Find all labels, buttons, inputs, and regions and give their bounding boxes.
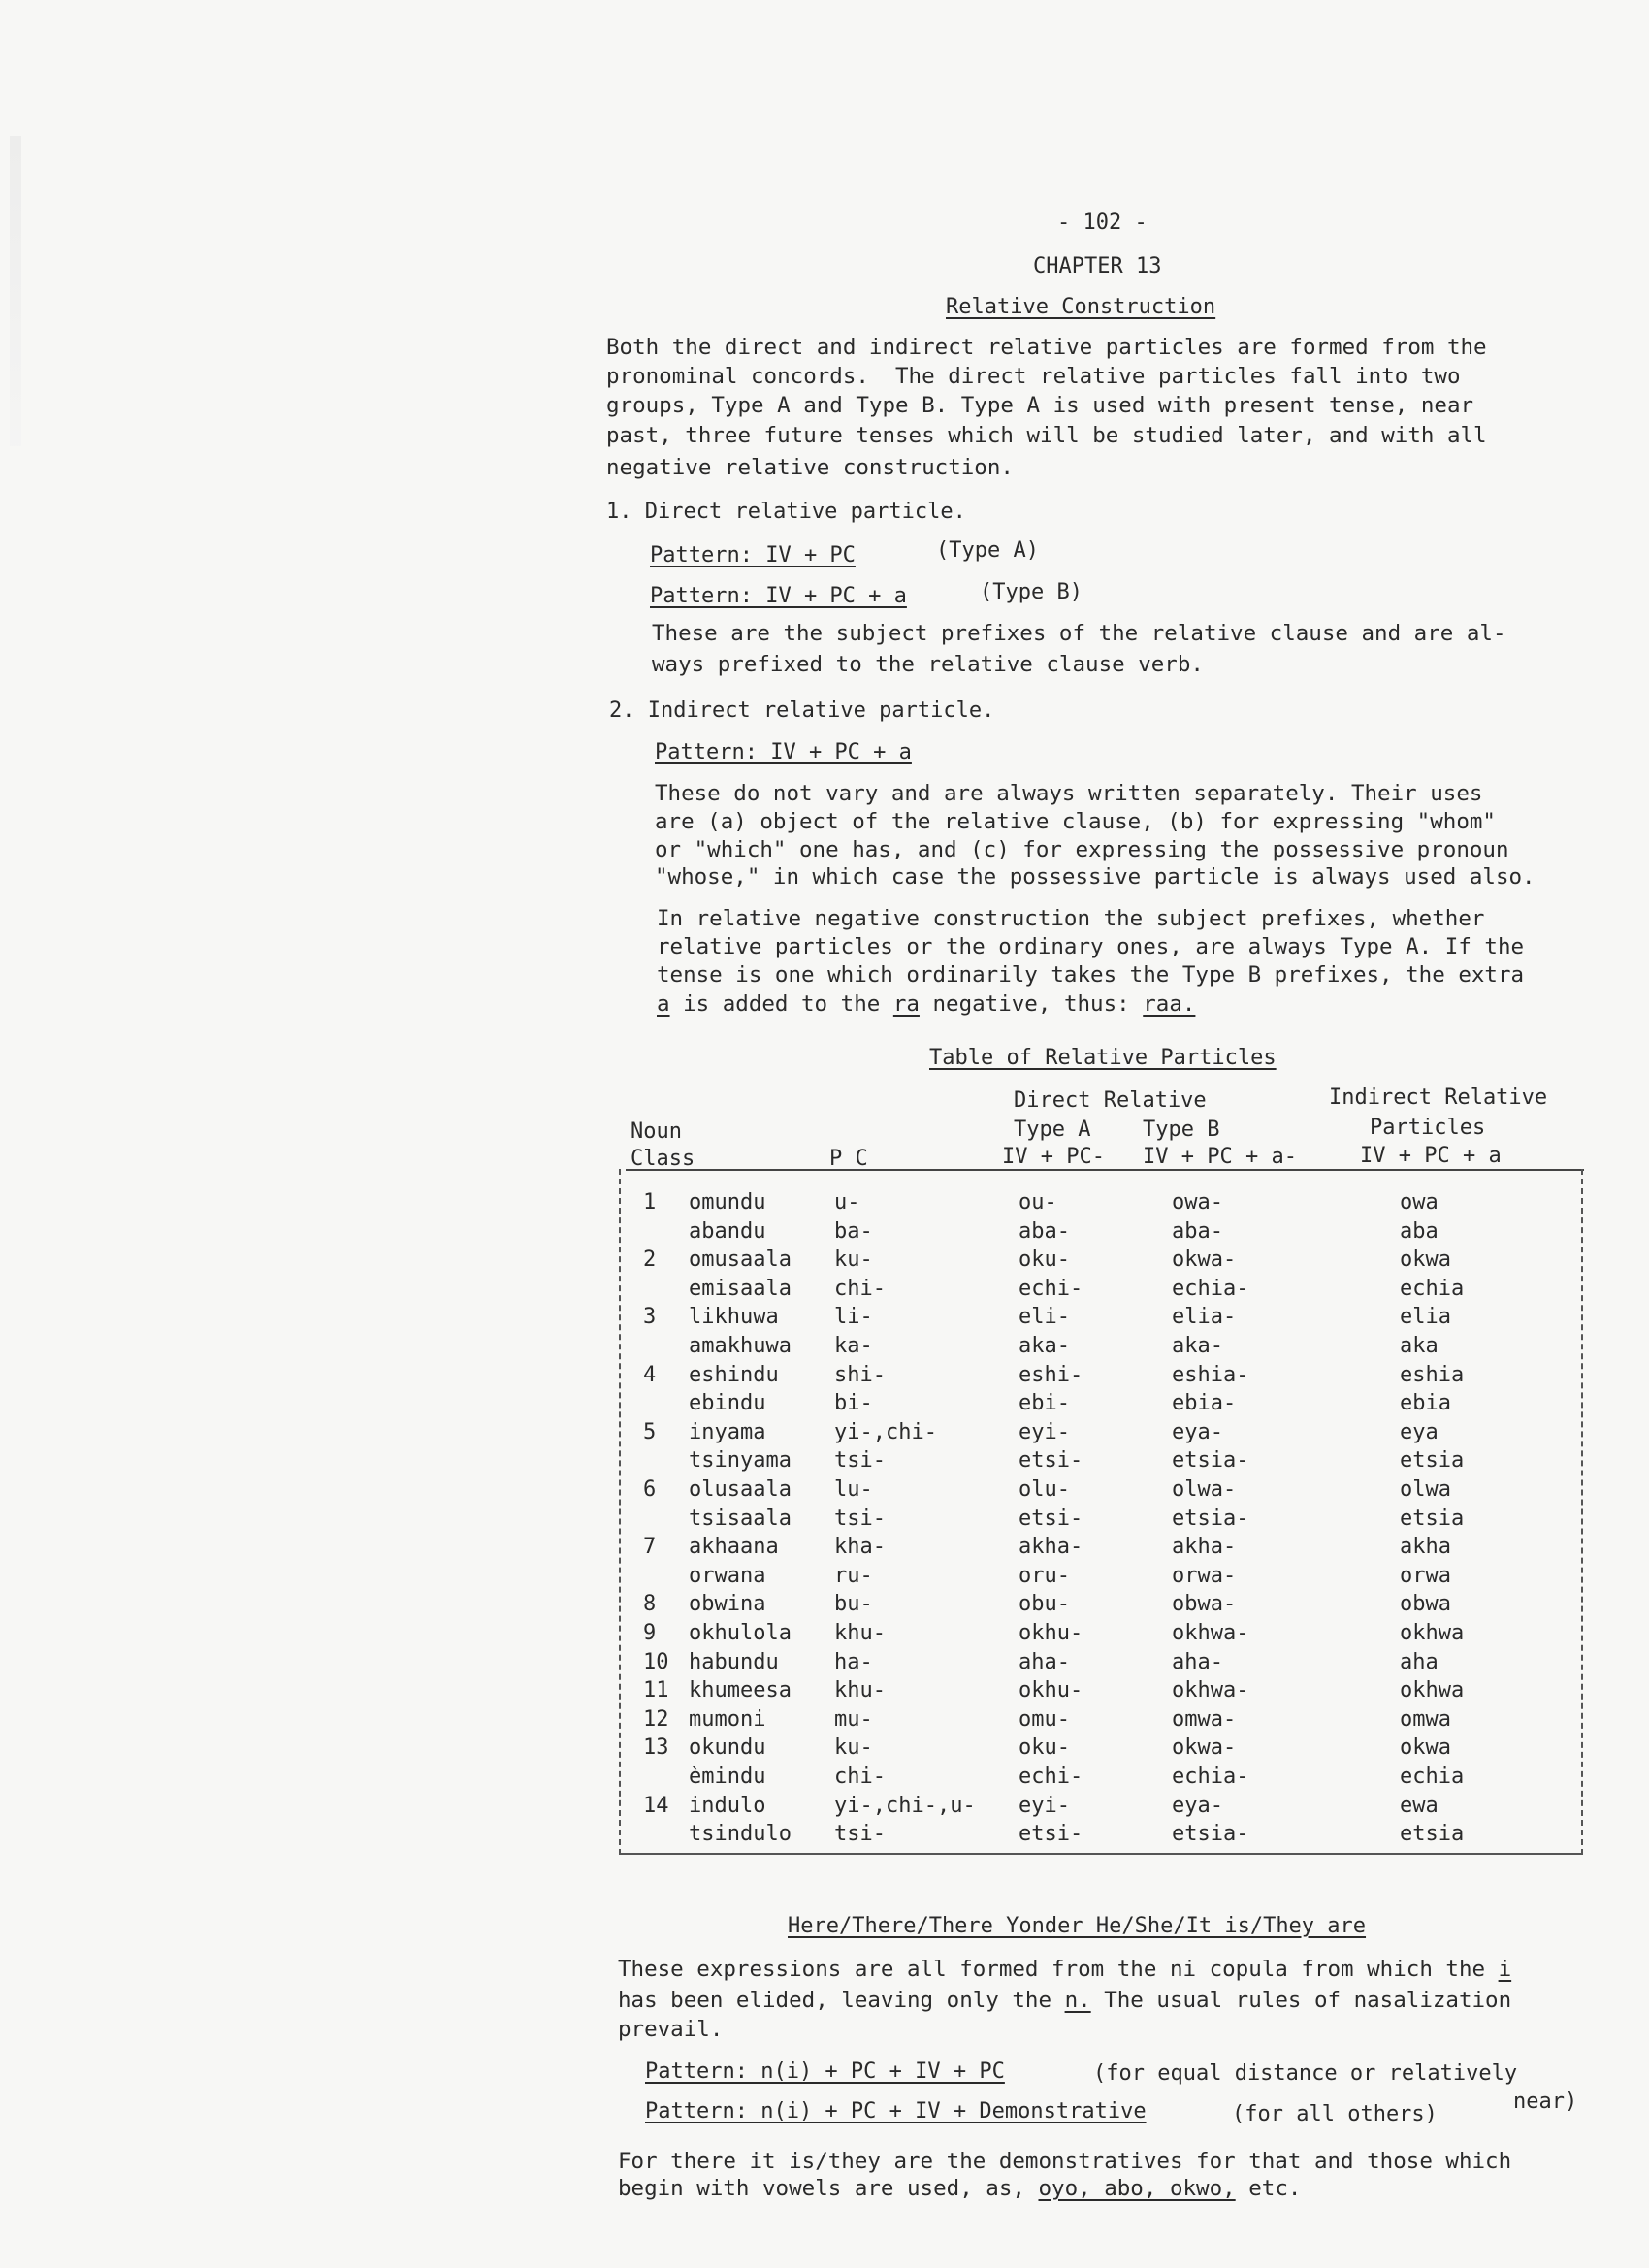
text-span: The usual rules of nasalization: [1090, 1988, 1512, 2013]
header-noun: Noun: [630, 1119, 682, 1144]
cell-type-b: etsia-: [1172, 1448, 1249, 1474]
negative-construction-line: relative particles or the ordinary ones, are always Type A. If the: [657, 934, 1525, 959]
cell-type-b: akha-: [1172, 1535, 1237, 1560]
copula-line: [618, 1986, 1511, 2015]
cell-indirect: ebia: [1400, 1391, 1451, 1416]
cell-type-a: ebi-: [1018, 1391, 1070, 1416]
cell-type-a: etsi-: [1018, 1448, 1083, 1474]
cell-type-a: oru-: [1018, 1563, 1070, 1588]
direct-pattern-b: Pattern: IV + PC + a: [650, 584, 907, 608]
cell-noun: inyama: [689, 1419, 766, 1444]
cell-type-a: oku-: [1018, 1735, 1070, 1761]
cell-indirect: obwa: [1400, 1592, 1451, 1617]
cell-noun: eshindu: [689, 1362, 779, 1387]
cell-pc: li-: [834, 1305, 873, 1330]
direct-pattern-a-note: (Type A): [936, 538, 1039, 563]
header-type-b: Type B: [1143, 1118, 1220, 1142]
text-span: is added to the: [669, 991, 893, 1017]
cell-pc: ku-: [834, 1735, 873, 1761]
cell-type-a: oku-: [1018, 1247, 1070, 1273]
cell-noun: emisaala: [689, 1276, 792, 1301]
intro-line: Both the direct and indirect relative particles are formed from the: [606, 335, 1487, 360]
copula-pattern-1-note: (for equal distance or relatively: [1093, 2061, 1518, 2086]
cell-noun: obwina: [689, 1592, 766, 1617]
cell-type-b: elia-: [1172, 1305, 1237, 1330]
cell-indirect: omwa: [1400, 1706, 1451, 1732]
cell-type-a: olu-: [1018, 1477, 1070, 1502]
cell-noun: olusaala: [689, 1477, 792, 1502]
text-span: has been elided, leaving only the: [618, 1988, 1065, 2013]
cell-type-b: etsia-: [1172, 1822, 1249, 1847]
cell-indirect: aba: [1400, 1218, 1439, 1244]
cell-type-a: aba-: [1018, 1218, 1070, 1244]
header-type-a: Type A: [1014, 1118, 1091, 1142]
cell-class: 14: [643, 1793, 669, 1818]
cell-noun: akhaana: [689, 1535, 779, 1560]
cell-indirect: etsia: [1400, 1506, 1465, 1531]
cell-type-a: aka-: [1018, 1334, 1070, 1358]
cell-type-a: eyi-: [1018, 1793, 1070, 1818]
direct-description-line: ways prefixed to the relative clause verb.: [652, 652, 1204, 677]
cell-noun: tsisaala: [689, 1506, 792, 1531]
cell-noun: okundu: [689, 1735, 766, 1761]
cell-type-b: obwa-: [1172, 1592, 1237, 1617]
cell-type-a: eshi-: [1018, 1362, 1083, 1387]
section-title: Relative Construction: [946, 295, 1216, 319]
indirect-heading: 2. Indirect relative particle.: [609, 698, 995, 723]
indirect-description-line: or "which" one has, and (c) for expressing the possessive pronoun: [655, 837, 1509, 862]
indirect-description-line: "whose," in which case the possessive particle is always used also.: [655, 864, 1536, 890]
cell-type-a: omu-: [1018, 1706, 1070, 1732]
term-i: i: [1498, 1957, 1512, 1982]
cell-pc: bi-: [834, 1391, 873, 1416]
copula-pattern-2-note: (for all others): [1232, 2102, 1438, 2126]
table-title: Table of Relative Particles: [929, 1046, 1277, 1070]
cell-indirect: okwa: [1400, 1735, 1451, 1761]
intro-line: past, three future tenses which will be studied later, and with all: [606, 423, 1487, 448]
cell-pc: kha-: [834, 1535, 886, 1560]
intro-line: groups, Type A and Type B. Type A is used with present tense, near: [606, 393, 1474, 418]
text-span: negative, thus:: [919, 991, 1144, 1017]
intro-line: negative relative construction.: [606, 455, 1014, 480]
cell-indirect: okhwa: [1400, 1678, 1465, 1703]
cell-class: 13: [643, 1735, 669, 1761]
cell-pc: tsi-: [834, 1822, 886, 1847]
cell-pc: khu-: [834, 1678, 886, 1703]
cell-noun: amakhuwa: [689, 1334, 792, 1358]
cell-type-b: aha-: [1172, 1649, 1223, 1674]
cell-indirect: etsia: [1400, 1822, 1465, 1847]
cell-class: 8: [643, 1592, 657, 1617]
copula-pattern-1: Pattern: n(i) + PC + IV + PC: [645, 2059, 1005, 2084]
cell-type-b: aka-: [1172, 1334, 1223, 1358]
cell-type-b: okhwa-: [1172, 1678, 1249, 1703]
cell-noun: tsindulo: [689, 1822, 792, 1847]
cell-type-b: echia-: [1172, 1765, 1249, 1789]
intro-line: pronominal concords. The direct relative particles fall into two: [606, 364, 1461, 389]
cell-class: 4: [643, 1362, 657, 1387]
cell-class: 12: [643, 1706, 669, 1732]
cell-indirect: orwa: [1400, 1563, 1451, 1588]
term-raa: raa.: [1143, 991, 1196, 1017]
cell-indirect: elia: [1400, 1305, 1451, 1330]
direct-pattern-a: Pattern: IV + PC: [650, 543, 856, 567]
direct-pattern-b-note: (Type B): [980, 580, 1083, 604]
text-span: etc.: [1235, 2176, 1302, 2201]
cell-type-a: etsi-: [1018, 1822, 1083, 1847]
cell-type-a: eli-: [1018, 1305, 1070, 1330]
cell-indirect: aka: [1400, 1334, 1439, 1358]
cell-indirect: eya: [1400, 1419, 1439, 1444]
indirect-description-line: are (a) object of the relative clause, (b) for expressing "whom": [655, 809, 1496, 834]
direct-description-line: These are the subject prefixes of the relative clause and are al-: [652, 621, 1506, 646]
negative-construction-last-line: [657, 989, 1195, 1019]
cell-type-b: aba-: [1172, 1218, 1223, 1244]
cell-class: 2: [643, 1247, 657, 1273]
term-ra: ra: [892, 991, 920, 1017]
cell-type-b: omwa-: [1172, 1706, 1237, 1732]
cell-class: 9: [643, 1621, 657, 1645]
cell-noun: mumoni: [689, 1706, 766, 1732]
header-pc: P C: [829, 1147, 868, 1171]
copula-pattern-1-note-cont: near): [1513, 2090, 1578, 2114]
cell-type-b: olwa-: [1172, 1477, 1237, 1502]
cell-type-a: aha-: [1018, 1649, 1070, 1674]
cell-pc: ba-: [834, 1218, 873, 1244]
copula-final-line: For there it is/they are the demonstratives for that and those which: [618, 2149, 1512, 2174]
cell-type-a: obu-: [1018, 1592, 1070, 1617]
cell-pc: yi-,chi-: [834, 1419, 937, 1444]
direct-heading: 1. Direct relative particle.: [606, 500, 966, 524]
cell-pc: ku-: [834, 1247, 873, 1273]
header-particles: Particles: [1370, 1116, 1486, 1140]
cell-indirect: ewa: [1400, 1793, 1439, 1818]
header-class: Class: [630, 1147, 695, 1171]
cell-noun: likhuwa: [689, 1305, 779, 1330]
cell-pc: shi-: [834, 1362, 886, 1387]
cell-type-b: etsia-: [1172, 1506, 1249, 1531]
cell-noun: omusaala: [689, 1247, 792, 1273]
cell-type-b: okwa-: [1172, 1247, 1237, 1273]
page-number: - 102 -: [1057, 211, 1148, 235]
cell-class: 1: [643, 1190, 657, 1215]
cell-class: 3: [643, 1305, 657, 1330]
cell-type-b: echia-: [1172, 1276, 1249, 1301]
examples: oyo, abo, okwo,: [1038, 2176, 1236, 2201]
cell-indirect: eshia: [1400, 1362, 1465, 1387]
cell-indirect: echia: [1400, 1276, 1465, 1301]
header-iv-pc-a: IV + PC + a: [1360, 1144, 1502, 1168]
cell-type-b: orwa-: [1172, 1563, 1237, 1588]
cell-noun: tsinyama: [689, 1448, 792, 1474]
copula-line: prevail.: [618, 2017, 724, 2042]
copula-pattern-2: Pattern: n(i) + PC + IV + Demonstrative: [645, 2099, 1147, 2123]
cell-type-b: eshia-: [1172, 1362, 1249, 1387]
negative-construction-line: In relative negative construction the subject prefixes, whether: [657, 906, 1485, 931]
cell-pc: ka-: [834, 1334, 873, 1358]
cell-pc: chi-: [834, 1276, 886, 1301]
header-iv-pc-a-dash: IV + PC + a-: [1143, 1145, 1297, 1169]
scan-margin-shadow: [10, 136, 21, 446]
cell-pc: chi-: [834, 1765, 886, 1789]
cell-type-a: akha-: [1018, 1535, 1083, 1560]
copula-line: [618, 1955, 1511, 1984]
copula-final-line: [618, 2174, 1301, 2203]
text-span: begin with vowels are used, as,: [618, 2176, 1039, 2201]
cell-type-a: etsi-: [1018, 1506, 1083, 1531]
cell-indirect: aha: [1400, 1649, 1439, 1674]
cell-pc: ha-: [834, 1649, 873, 1674]
cell-noun: èmindu: [689, 1765, 766, 1789]
cell-pc: khu-: [834, 1621, 886, 1645]
copula-title: Here/There/There Yonder He/She/It is/They are: [788, 1914, 1367, 1938]
indirect-pattern: Pattern: IV + PC + a: [655, 740, 912, 764]
cell-pc: tsi-: [834, 1506, 886, 1531]
cell-type-a: echi-: [1018, 1765, 1083, 1789]
cell-pc: u-: [834, 1190, 860, 1215]
cell-pc: tsi-: [834, 1448, 886, 1474]
cell-noun: ebindu: [689, 1391, 766, 1416]
cell-pc: ru-: [834, 1563, 873, 1588]
cell-pc: yi-,chi-,u-: [834, 1793, 976, 1818]
header-indirect-relative: Indirect Relative: [1329, 1085, 1548, 1110]
term-a: a: [657, 991, 670, 1017]
cell-class: 7: [643, 1535, 657, 1560]
cell-noun: okhulola: [689, 1621, 792, 1645]
header-iv-pc: IV + PC-: [1002, 1145, 1105, 1169]
cell-indirect: okhwa: [1400, 1621, 1465, 1645]
cell-type-a: okhu-: [1018, 1678, 1083, 1703]
cell-type-b: eya-: [1172, 1793, 1223, 1818]
cell-class: 6: [643, 1477, 657, 1502]
cell-indirect: etsia: [1400, 1448, 1465, 1474]
cell-type-b: eya-: [1172, 1419, 1223, 1444]
cell-pc: lu-: [834, 1477, 873, 1502]
text-span: These expressions are all formed from the ni copula from which the: [618, 1957, 1499, 1982]
cell-type-b: owa-: [1172, 1190, 1223, 1215]
cell-class: 5: [643, 1419, 657, 1444]
cell-noun: habundu: [689, 1649, 779, 1674]
cell-type-b: okwa-: [1172, 1735, 1237, 1761]
cell-indirect: akha: [1400, 1535, 1451, 1560]
chapter-heading: CHAPTER 13: [1033, 254, 1162, 278]
header-direct-relative: Direct Relative: [1014, 1088, 1207, 1113]
cell-noun: orwana: [689, 1563, 766, 1588]
indirect-description-line: These do not vary and are always written separately. Their uses: [655, 781, 1483, 806]
cell-type-a: echi-: [1018, 1276, 1083, 1301]
cell-noun: abandu: [689, 1218, 766, 1244]
cell-noun: omundu: [689, 1190, 766, 1215]
cell-indirect: echia: [1400, 1765, 1465, 1789]
cell-pc: bu-: [834, 1592, 873, 1617]
cell-class: 11: [643, 1678, 669, 1703]
cell-type-b: okhwa-: [1172, 1621, 1249, 1645]
negative-construction-line: tense is one which ordinarily takes the Type B prefixes, the extra: [657, 962, 1525, 988]
cell-type-a: ou-: [1018, 1190, 1057, 1215]
cell-class: 10: [643, 1649, 669, 1674]
cell-indirect: olwa: [1400, 1477, 1451, 1502]
cell-noun: khumeesa: [689, 1678, 792, 1703]
cell-type-a: okhu-: [1018, 1621, 1083, 1645]
cell-pc: mu-: [834, 1706, 873, 1732]
term-n: n.: [1064, 1988, 1091, 2013]
cell-noun: indulo: [689, 1793, 766, 1818]
cell-type-b: ebia-: [1172, 1391, 1237, 1416]
cell-type-a: eyi-: [1018, 1419, 1070, 1444]
cell-indirect: okwa: [1400, 1247, 1451, 1273]
cell-indirect: owa: [1400, 1190, 1439, 1215]
